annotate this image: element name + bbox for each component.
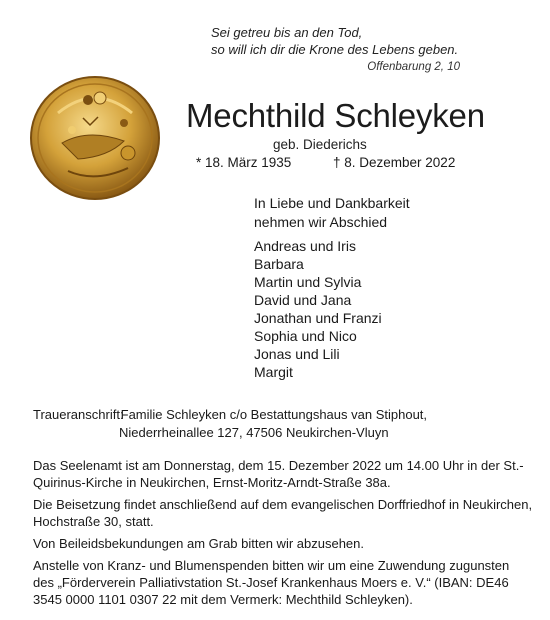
address-line-1: Familie Schleyken c/o Bestattungshaus van Stiphout, bbox=[120, 407, 428, 422]
notice-condolences: Von Beileidsbekundungen am Grab bitten wir abzusehen. bbox=[33, 536, 364, 551]
notice-donation: Anstelle von Kranz- und Blumenspenden bitten wir um eine Zuwendung zugunsten des „Förderverein Palliativstation St.-Josef Krankenhaus Moers e. V.“ (IBAN: DE46 3545 0000 1101 0307 22 mit dem Vermerk: Mechthild Schleyken). bbox=[33, 558, 510, 607]
farewell-intro bbox=[254, 194, 410, 232]
verse-line-2: so will ich dir die Krone des Lebens geben. bbox=[211, 42, 459, 57]
mourning-address bbox=[33, 406, 427, 442]
gold-medal-icon bbox=[28, 73, 166, 203]
intro-line: In Liebe und Dankbarkeit bbox=[254, 195, 410, 211]
notice-burial: Die Beisetzung findet anschließend auf dem evangelischen Dorffriedhof in Neukirchen, Hochstraße 30, statt. bbox=[33, 497, 533, 529]
birth-date: * 18. März 1935 bbox=[196, 155, 292, 170]
notices bbox=[33, 457, 533, 613]
mourner: Jonas und Lili bbox=[254, 346, 340, 362]
maiden-name: geb. Diederichs bbox=[273, 137, 367, 152]
verse-line-1: Sei getreu bis an den Tod, bbox=[211, 25, 363, 40]
notice-requiem: Das Seelenamt ist am Donnerstag, dem 15. Dezember 2022 um 14.00 Uhr in der St.-Quirinus-Kirche in Neukirchen, Ernst-Moritz-Arndt-Straße 38a. bbox=[33, 458, 524, 490]
mourner: Andreas und Iris bbox=[254, 238, 356, 254]
mourner: Margit bbox=[254, 364, 293, 380]
mourner: Barbara bbox=[254, 256, 304, 272]
verse bbox=[211, 24, 511, 58]
mourner: Jonathan und Franzi bbox=[254, 310, 382, 326]
verse-reference: Offenbarung 2, 10 bbox=[367, 61, 460, 73]
mourner: Martin und Sylvia bbox=[254, 274, 362, 290]
intro-line: nehmen wir Abschied bbox=[254, 214, 388, 230]
deceased-name: Mechthild Schleyken bbox=[186, 97, 485, 134]
mourner: Sophia und Nico bbox=[254, 328, 357, 344]
mourner: David und Jana bbox=[254, 292, 352, 308]
address-label: Traueranschrift: bbox=[33, 407, 124, 422]
death-date: † 8. Dezember 2022 bbox=[333, 155, 456, 170]
address-line-2: Niederrheinallee 127, 47506 Neukirchen-Vluyn bbox=[119, 425, 389, 440]
mourners-list bbox=[254, 237, 382, 381]
